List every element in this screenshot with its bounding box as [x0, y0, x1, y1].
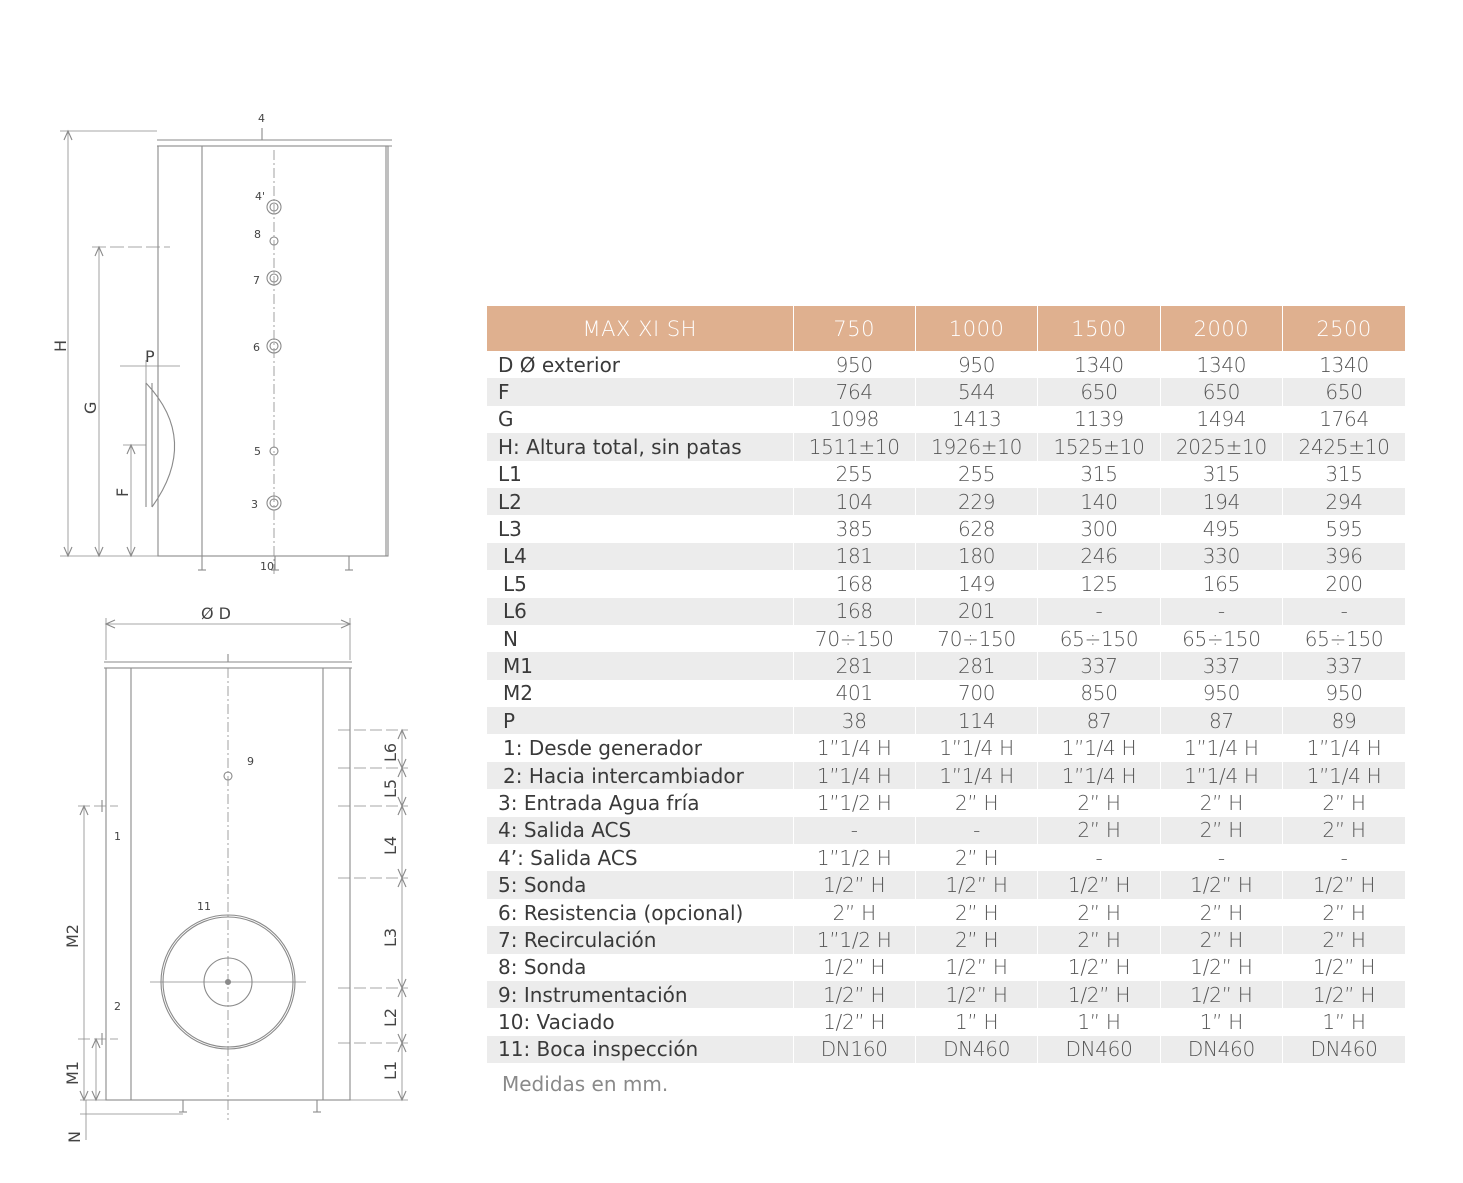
table-row: [487, 461, 1405, 488]
table-row: [487, 817, 1405, 844]
row-value: 1” H: [1038, 1008, 1160, 1035]
row-value: 104: [793, 488, 915, 515]
row-label: D Ø exterior: [487, 351, 793, 378]
row-value: 125: [1038, 570, 1160, 597]
row-label: 6: Resistencia (opcional): [487, 899, 793, 926]
row-value: 628: [915, 515, 1037, 542]
table-row: [487, 488, 1405, 515]
row-value: 2” H: [1322, 900, 1366, 925]
row-value: 315: [1160, 461, 1282, 488]
row-value: 1/2” H: [793, 981, 915, 1008]
row-label: N: [487, 625, 793, 652]
row-value: 950: [915, 351, 1037, 378]
row-value: 1/2” H: [1160, 954, 1282, 981]
row-value: 1926±10: [915, 433, 1037, 460]
row-value: 2” H: [1322, 790, 1366, 815]
table-row: [487, 1036, 1405, 1063]
row-value: 950: [793, 351, 915, 378]
table-row: [487, 871, 1405, 898]
row-value: 114: [915, 707, 1037, 734]
label-7: 7: [253, 274, 260, 287]
row-label: L2: [487, 488, 793, 515]
label-5: 5: [254, 445, 261, 458]
table-row: [487, 707, 1405, 734]
row-value: 495: [1160, 515, 1282, 542]
row-label: 4’: Salida ACS: [487, 844, 793, 871]
row-value: 87: [1038, 707, 1160, 734]
row-value: 2” H: [793, 899, 915, 926]
row-value: 1”1/4 H: [1038, 734, 1160, 761]
dim-L6: L6: [381, 742, 400, 762]
row-value: 1”1/2 H: [793, 789, 915, 816]
row-value: 2” H: [915, 926, 1037, 953]
row-value: 1/2” H: [1283, 871, 1405, 898]
row-value: 200: [1325, 571, 1363, 596]
row-value: DN460: [1283, 1036, 1405, 1063]
row-value: 1”1/4 H: [793, 734, 915, 761]
row-value: 1340: [1160, 351, 1282, 378]
row-value: 1”1/4 H: [1160, 734, 1282, 761]
row-value: 149: [915, 570, 1037, 597]
row-value: 650: [1038, 378, 1160, 405]
dim-P: P: [145, 347, 155, 366]
label-4: 4: [258, 112, 265, 125]
row-value: -: [1160, 598, 1282, 625]
row-label: H: Altura total, sin patas: [487, 433, 793, 460]
table-row: [487, 598, 1405, 625]
row-label: 2: Hacia intercambiador: [487, 762, 793, 789]
row-value: 950: [1325, 681, 1363, 706]
row-value: 65÷150: [1160, 625, 1282, 652]
row-value: 2” H: [1160, 817, 1282, 844]
table-row: [487, 926, 1405, 953]
row-label: L6: [487, 598, 793, 625]
row-value: 1/2” H: [793, 1008, 915, 1035]
row-value: 1511±10: [793, 433, 915, 460]
row-value: DN460: [1038, 1036, 1160, 1063]
row-label: 5: Sonda: [487, 871, 793, 898]
row-value: 70÷150: [915, 625, 1037, 652]
dim-L4: L4: [381, 835, 400, 855]
row-label: M2: [487, 680, 793, 707]
row-value: 650: [1283, 378, 1405, 405]
row-value: DN160: [793, 1036, 915, 1063]
dim-diameter: Ø D: [201, 604, 231, 623]
row-value: 1340: [1038, 351, 1160, 378]
row-value: 1/2” H: [1283, 981, 1405, 1008]
row-value: 544: [915, 378, 1037, 405]
row-value: 2” H: [1160, 789, 1282, 816]
row-value: 1”1/2 H: [793, 844, 915, 871]
row-value: -: [793, 817, 915, 844]
row-value: 294: [1283, 488, 1405, 515]
row-value: 65÷150: [1304, 626, 1384, 651]
header-2500: 2500: [1283, 306, 1405, 351]
row-value: -: [1283, 598, 1405, 625]
row-value: 950: [1160, 680, 1282, 707]
table-row: [487, 734, 1405, 761]
table-row: [487, 981, 1405, 1008]
table-row: [487, 543, 1405, 570]
row-value: 1”1/4 H: [915, 762, 1037, 789]
row-value: 180: [915, 543, 1037, 570]
row-value: 168: [793, 598, 915, 625]
row-label: 7: Recirculación: [487, 926, 793, 953]
row-value: 194: [1160, 488, 1282, 515]
row-value: 315: [1038, 461, 1160, 488]
row-value: 337: [1283, 652, 1405, 679]
header-model: MAX XI SH: [487, 306, 793, 351]
label-6: 6: [253, 341, 260, 354]
label-1: 1: [114, 830, 121, 843]
row-value: 1/2” H: [915, 981, 1037, 1008]
row-value: 1525±10: [1038, 433, 1160, 460]
table-row: [487, 762, 1405, 789]
row-value: 850: [1038, 680, 1160, 707]
row-value: 255: [915, 461, 1037, 488]
row-label: L1: [487, 461, 793, 488]
dim-H: H: [51, 339, 70, 352]
row-value: 165: [1160, 570, 1282, 597]
table-row: [487, 844, 1405, 871]
row-value: 650: [1160, 378, 1282, 405]
table-row: [487, 433, 1405, 460]
row-value: 1098: [793, 406, 915, 433]
row-label: P: [487, 707, 793, 734]
row-value: -: [1038, 844, 1160, 871]
row-value: 281: [793, 652, 915, 679]
row-value: 89: [1283, 707, 1405, 734]
header-2000: 2000: [1160, 306, 1282, 351]
front-view: [78, 618, 408, 1140]
table-row: [487, 899, 1405, 926]
row-value: 2” H: [1283, 817, 1405, 844]
row-value: 2” H: [1160, 926, 1282, 953]
row-value: 1”1/4 H: [1306, 736, 1382, 761]
label-3: 3: [251, 498, 258, 511]
row-value: 2” H: [1038, 926, 1160, 953]
row-value: 396: [1283, 543, 1405, 570]
row-value: 168: [793, 570, 915, 597]
row-label: 3: Entrada Agua fría: [487, 789, 793, 816]
table-row: [487, 625, 1405, 652]
row-value: 140: [1038, 488, 1160, 515]
table-row: [487, 680, 1405, 707]
dim-L2: L2: [381, 1007, 400, 1027]
label-8: 8: [254, 228, 261, 241]
row-value: 2” H: [1038, 899, 1160, 926]
row-value: 1/2” H: [793, 871, 915, 898]
header-1000: 1000: [915, 306, 1037, 351]
row-value: 764: [793, 378, 915, 405]
row-value: 281: [915, 652, 1037, 679]
table-row: [487, 652, 1405, 679]
table-row: [487, 515, 1405, 542]
dim-L5: L5: [381, 778, 400, 798]
row-value: 87: [1160, 707, 1282, 734]
row-value: 1”1/2 H: [793, 926, 915, 953]
table-row: [487, 378, 1405, 405]
row-label: 9: Instrumentación: [487, 981, 793, 1008]
dim-G: G: [81, 401, 100, 414]
table-row: [487, 789, 1405, 816]
units-note: Medidas en mm.: [502, 1072, 669, 1096]
row-label: 8: Sonda: [487, 954, 793, 981]
row-value: 2” H: [1038, 789, 1160, 816]
label-10: 10: [260, 560, 274, 573]
row-label: 4: Salida ACS: [487, 817, 793, 844]
dim-N: N: [65, 1131, 84, 1143]
row-value: 1”1/4 H: [915, 734, 1037, 761]
specifications-table: [487, 306, 1405, 1063]
row-label: L3: [487, 515, 793, 542]
row-value: 1/2” H: [1038, 871, 1160, 898]
row-value: 1/2” H: [793, 954, 915, 981]
row-value: 1/2” H: [1038, 954, 1160, 981]
row-value: 385: [793, 515, 915, 542]
row-value: 315: [1325, 462, 1363, 487]
label-4-prime: 4': [255, 190, 266, 203]
dim-L1: L1: [381, 1060, 400, 1080]
row-value: -: [1160, 844, 1282, 871]
row-value: 1764: [1319, 407, 1369, 432]
row-value: 337: [1038, 652, 1160, 679]
table-row: [487, 954, 1405, 981]
row-value: 1” H: [915, 1008, 1037, 1035]
row-value: 2” H: [915, 789, 1037, 816]
row-value: 1” H: [1160, 1008, 1282, 1035]
row-value: 1139: [1038, 406, 1160, 433]
row-value: 1/2” H: [1160, 871, 1282, 898]
header-1500: 1500: [1038, 306, 1160, 351]
row-value: 1”1/4 H: [1160, 762, 1282, 789]
row-label: 1: Desde generador: [487, 734, 793, 761]
row-label: M1: [487, 652, 793, 679]
row-value: -: [915, 817, 1037, 844]
row-label: G: [487, 406, 793, 433]
row-value: 70÷150: [793, 625, 915, 652]
row-value: 2” H: [915, 844, 1037, 871]
dim-M2: M2: [63, 924, 82, 948]
technical-drawing: [0, 0, 480, 1183]
row-value: 1”1/4 H: [1283, 762, 1405, 789]
label-9: 9: [247, 755, 254, 768]
row-value: 595: [1325, 517, 1363, 542]
row-value: 2” H: [915, 899, 1037, 926]
table-row: [487, 570, 1405, 597]
row-label: F: [487, 378, 793, 405]
row-value: -: [1340, 845, 1348, 870]
row-value: 1” H: [1322, 1010, 1366, 1035]
row-value: 1”1/4 H: [793, 762, 915, 789]
row-value: 1413: [915, 406, 1037, 433]
row-value: DN460: [915, 1036, 1037, 1063]
row-value: 2425±10: [1283, 433, 1405, 460]
row-value: 246: [1038, 543, 1160, 570]
row-value: 181: [793, 543, 915, 570]
row-value: 38: [793, 707, 915, 734]
row-label: 11: Boca inspección: [487, 1036, 793, 1063]
row-value: 1/2” H: [1312, 955, 1376, 980]
row-value: 401: [793, 680, 915, 707]
dim-F: F: [113, 487, 132, 497]
row-value: 229: [915, 488, 1037, 515]
table-row: [487, 1008, 1405, 1035]
row-value: 1/2” H: [1160, 981, 1282, 1008]
header-750: 750: [793, 306, 915, 351]
row-value: 2” H: [1283, 926, 1405, 953]
row-value: 1/2” H: [1038, 981, 1160, 1008]
row-value: 2” H: [1160, 899, 1282, 926]
row-value: 255: [793, 461, 915, 488]
row-value: 1”1/4 H: [1038, 762, 1160, 789]
label-2: 2: [114, 1000, 121, 1013]
row-value: DN460: [1160, 1036, 1282, 1063]
row-label: 10: Vaciado: [487, 1008, 793, 1035]
row-label: L5: [487, 570, 793, 597]
row-value: 330: [1160, 543, 1282, 570]
row-value: 65÷150: [1038, 625, 1160, 652]
dim-L3: L3: [381, 927, 400, 947]
row-value: 337: [1160, 652, 1282, 679]
row-value: 300: [1038, 515, 1160, 542]
row-value: 700: [915, 680, 1037, 707]
row-label: L4: [487, 543, 793, 570]
dim-M1: M1: [63, 1061, 82, 1085]
side-view: [60, 128, 392, 575]
row-value: 2” H: [1038, 817, 1160, 844]
table-header-row: [487, 306, 1405, 351]
table-row: [487, 351, 1405, 378]
row-value: 201: [915, 598, 1037, 625]
row-value: 1/2” H: [915, 871, 1037, 898]
table-row: [487, 406, 1405, 433]
label-11: 11: [197, 900, 211, 913]
row-value: 1/2” H: [915, 954, 1037, 981]
row-value: 1494: [1160, 406, 1282, 433]
row-value: -: [1038, 598, 1160, 625]
row-value: 2025±10: [1160, 433, 1282, 460]
row-value: 1340: [1319, 352, 1369, 377]
